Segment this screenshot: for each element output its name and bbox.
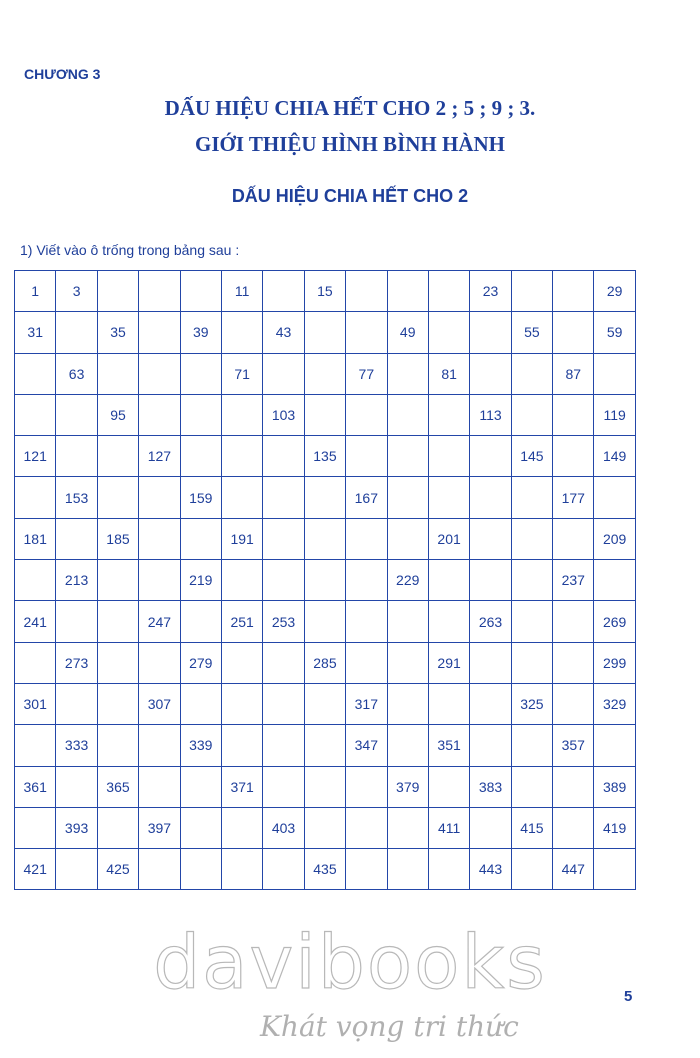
grid-cell: 301 xyxy=(15,683,56,724)
grid-cell: 371 xyxy=(221,766,262,807)
watermark-logo: davibooks xyxy=(153,920,547,1006)
grid-cell xyxy=(56,601,97,642)
grid-cell xyxy=(263,353,304,394)
grid-cell xyxy=(553,436,594,477)
grid-cell xyxy=(470,725,511,766)
grid-cell xyxy=(221,312,262,353)
grid-row xyxy=(15,849,636,890)
grid-cell xyxy=(553,807,594,848)
grid-cell xyxy=(304,394,345,435)
grid-cell xyxy=(56,394,97,435)
grid-cell xyxy=(553,271,594,312)
grid-cell xyxy=(304,683,345,724)
grid-cell: 121 xyxy=(15,436,56,477)
grid-cell: 357 xyxy=(553,725,594,766)
grid-cell: 87 xyxy=(553,353,594,394)
grid-cell xyxy=(594,725,635,766)
grid-cell: 149 xyxy=(594,436,635,477)
grid-cell xyxy=(97,725,138,766)
grid-cell: 379 xyxy=(387,766,428,807)
grid-cell xyxy=(304,560,345,601)
grid-row xyxy=(15,642,636,683)
grid-cell: 185 xyxy=(97,518,138,559)
grid-cell: 325 xyxy=(511,683,552,724)
grid-cell xyxy=(221,683,262,724)
grid-cell: 11 xyxy=(221,271,262,312)
grid-cell xyxy=(387,849,428,890)
grid-cell xyxy=(387,271,428,312)
grid-cell xyxy=(263,560,304,601)
grid-cell xyxy=(97,683,138,724)
grid-cell xyxy=(553,683,594,724)
grid-cell: 229 xyxy=(387,560,428,601)
grid-cell: 365 xyxy=(97,766,138,807)
grid-cell: 103 xyxy=(263,394,304,435)
grid-cell xyxy=(428,560,469,601)
grid-cell xyxy=(180,601,221,642)
grid-cell xyxy=(387,683,428,724)
grid-cell xyxy=(470,642,511,683)
grid-cell xyxy=(180,849,221,890)
grid-cell xyxy=(97,807,138,848)
grid-cell xyxy=(304,477,345,518)
grid-cell xyxy=(56,518,97,559)
grid-row xyxy=(15,518,636,559)
grid-cell xyxy=(428,271,469,312)
grid-cell xyxy=(553,642,594,683)
grid-cell xyxy=(139,312,180,353)
grid-cell: 191 xyxy=(221,518,262,559)
grid-cell xyxy=(139,849,180,890)
grid-cell: 55 xyxy=(511,312,552,353)
grid-cell xyxy=(428,601,469,642)
grid-cell xyxy=(15,725,56,766)
grid-cell xyxy=(387,725,428,766)
grid-cell xyxy=(553,766,594,807)
grid-cell xyxy=(15,807,56,848)
grid-cell: 419 xyxy=(594,807,635,848)
grid-cell xyxy=(263,271,304,312)
grid-cell xyxy=(221,807,262,848)
grid-cell xyxy=(97,642,138,683)
grid-cell: 397 xyxy=(139,807,180,848)
grid-cell xyxy=(56,312,97,353)
grid-cell: 1 xyxy=(15,271,56,312)
grid-cell: 177 xyxy=(553,477,594,518)
grid-cell xyxy=(470,436,511,477)
grid-cell xyxy=(180,518,221,559)
grid-cell: 23 xyxy=(470,271,511,312)
grid-cell: 253 xyxy=(263,601,304,642)
grid-cell xyxy=(263,436,304,477)
grid-cell: 299 xyxy=(594,642,635,683)
grid-cell xyxy=(15,477,56,518)
grid-cell: 95 xyxy=(97,394,138,435)
grid-cell xyxy=(428,766,469,807)
grid-cell xyxy=(139,518,180,559)
grid-cell xyxy=(304,518,345,559)
grid-cell xyxy=(15,353,56,394)
grid-row xyxy=(15,312,636,353)
grid-cell xyxy=(346,601,387,642)
chapter-title-line-2: GIỚI THIỆU HÌNH BÌNH HÀNH xyxy=(194,132,505,156)
grid-cell xyxy=(15,394,56,435)
grid-cell xyxy=(15,560,56,601)
grid-cell xyxy=(139,725,180,766)
grid-cell xyxy=(428,477,469,518)
grid-cell: 317 xyxy=(346,683,387,724)
grid-cell xyxy=(511,560,552,601)
grid-cell xyxy=(139,353,180,394)
grid-cell xyxy=(346,807,387,848)
grid-cell xyxy=(387,394,428,435)
grid-cell: 425 xyxy=(97,849,138,890)
grid-cell xyxy=(263,518,304,559)
grid-cell xyxy=(511,849,552,890)
grid-cell xyxy=(304,601,345,642)
grid-cell xyxy=(428,394,469,435)
grid-cell: 415 xyxy=(511,807,552,848)
grid-cell xyxy=(553,312,594,353)
watermark-tagline: Khát vọng tri thức xyxy=(260,1010,519,1043)
grid-cell: 237 xyxy=(553,560,594,601)
grid-cell: 213 xyxy=(56,560,97,601)
grid-cell xyxy=(304,353,345,394)
grid-cell: 159 xyxy=(180,477,221,518)
grid-cell xyxy=(97,353,138,394)
number-grid-body xyxy=(15,271,636,890)
grid-cell xyxy=(470,353,511,394)
exercise-instruction: 1) Viết vào ô trống trong bảng sau : xyxy=(20,242,240,258)
grid-cell: 291 xyxy=(428,642,469,683)
grid-cell xyxy=(139,560,180,601)
grid-cell xyxy=(97,560,138,601)
grid-cell xyxy=(97,436,138,477)
grid-cell xyxy=(511,271,552,312)
grid-cell xyxy=(553,518,594,559)
grid-cell: 3 xyxy=(56,271,97,312)
grid-cell xyxy=(263,766,304,807)
grid-row xyxy=(15,560,636,601)
grid-row xyxy=(15,766,636,807)
grid-row xyxy=(15,725,636,766)
grid-cell xyxy=(346,642,387,683)
grid-row xyxy=(15,477,636,518)
grid-cell xyxy=(387,642,428,683)
grid-cell xyxy=(594,849,635,890)
grid-cell: 39 xyxy=(180,312,221,353)
grid-cell: 29 xyxy=(594,271,635,312)
grid-cell xyxy=(139,477,180,518)
grid-cell: 421 xyxy=(15,849,56,890)
grid-cell xyxy=(263,642,304,683)
grid-cell xyxy=(470,560,511,601)
grid-cell: 411 xyxy=(428,807,469,848)
grid-cell: 329 xyxy=(594,683,635,724)
grid-cell xyxy=(180,394,221,435)
grid-cell xyxy=(346,394,387,435)
grid-cell xyxy=(594,560,635,601)
grid-cell xyxy=(470,683,511,724)
grid-cell: 77 xyxy=(346,353,387,394)
grid-cell xyxy=(346,312,387,353)
grid-cell xyxy=(553,394,594,435)
grid-cell xyxy=(15,642,56,683)
grid-cell xyxy=(346,518,387,559)
grid-cell xyxy=(56,849,97,890)
grid-cell xyxy=(346,271,387,312)
grid-cell xyxy=(180,436,221,477)
grid-cell: 71 xyxy=(221,353,262,394)
grid-cell: 81 xyxy=(428,353,469,394)
grid-cell xyxy=(470,477,511,518)
grid-cell: 241 xyxy=(15,601,56,642)
grid-cell: 279 xyxy=(180,642,221,683)
page-number: 5 xyxy=(624,988,633,1005)
grid-row xyxy=(15,271,636,312)
grid-cell: 361 xyxy=(15,766,56,807)
grid-cell: 307 xyxy=(139,683,180,724)
grid-cell xyxy=(470,807,511,848)
grid-cell xyxy=(180,766,221,807)
grid-cell: 383 xyxy=(470,766,511,807)
grid-cell xyxy=(139,394,180,435)
grid-cell: 443 xyxy=(470,849,511,890)
grid-cell xyxy=(97,601,138,642)
grid-cell: 251 xyxy=(221,601,262,642)
grid-cell xyxy=(428,683,469,724)
grid-cell xyxy=(180,271,221,312)
grid-cell: 63 xyxy=(56,353,97,394)
grid-cell: 447 xyxy=(553,849,594,890)
grid-cell xyxy=(511,642,552,683)
grid-cell xyxy=(139,642,180,683)
grid-cell: 209 xyxy=(594,518,635,559)
number-grid xyxy=(14,270,636,890)
grid-cell xyxy=(263,477,304,518)
grid-cell xyxy=(594,477,635,518)
grid-cell xyxy=(221,394,262,435)
grid-cell xyxy=(263,849,304,890)
grid-cell: 269 xyxy=(594,601,635,642)
grid-cell xyxy=(511,518,552,559)
grid-cell: 393 xyxy=(56,807,97,848)
grid-cell xyxy=(428,436,469,477)
grid-cell xyxy=(304,766,345,807)
grid-cell xyxy=(221,725,262,766)
chapter-title-line-1: DẤU HIỆU CHIA HẾT CHO 2 ; 5 ; 9 ; 3. xyxy=(164,96,536,120)
grid-cell xyxy=(387,436,428,477)
grid-cell xyxy=(180,807,221,848)
grid-cell: 201 xyxy=(428,518,469,559)
section-subtitle: DẤU HIỆU CHIA HẾT CHO 2 xyxy=(231,186,469,206)
grid-cell xyxy=(304,725,345,766)
grid-cell xyxy=(511,725,552,766)
grid-cell: 113 xyxy=(470,394,511,435)
grid-cell xyxy=(387,477,428,518)
grid-cell: 403 xyxy=(263,807,304,848)
grid-cell: 119 xyxy=(594,394,635,435)
grid-cell: 31 xyxy=(15,312,56,353)
grid-cell xyxy=(594,353,635,394)
grid-cell xyxy=(387,601,428,642)
grid-cell: 43 xyxy=(263,312,304,353)
grid-cell xyxy=(263,725,304,766)
grid-cell xyxy=(428,312,469,353)
grid-cell xyxy=(387,518,428,559)
grid-cell xyxy=(56,766,97,807)
grid-cell xyxy=(511,766,552,807)
grid-cell xyxy=(511,477,552,518)
grid-cell xyxy=(346,560,387,601)
grid-cell xyxy=(97,477,138,518)
grid-cell: 347 xyxy=(346,725,387,766)
grid-cell xyxy=(56,436,97,477)
grid-cell xyxy=(221,642,262,683)
grid-cell: 351 xyxy=(428,725,469,766)
grid-cell: 389 xyxy=(594,766,635,807)
grid-cell: 135 xyxy=(304,436,345,477)
grid-cell xyxy=(553,601,594,642)
grid-cell: 247 xyxy=(139,601,180,642)
grid-cell: 15 xyxy=(304,271,345,312)
grid-cell: 49 xyxy=(387,312,428,353)
grid-cell: 153 xyxy=(56,477,97,518)
grid-row xyxy=(15,601,636,642)
grid-cell xyxy=(221,849,262,890)
chapter-label: CHƯƠNG 3 xyxy=(24,66,101,82)
grid-cell: 339 xyxy=(180,725,221,766)
grid-cell xyxy=(428,849,469,890)
grid-cell: 285 xyxy=(304,642,345,683)
grid-cell xyxy=(263,683,304,724)
grid-row xyxy=(15,353,636,394)
grid-cell xyxy=(304,807,345,848)
grid-cell: 219 xyxy=(180,560,221,601)
grid-cell: 333 xyxy=(56,725,97,766)
grid-cell: 273 xyxy=(56,642,97,683)
grid-cell: 181 xyxy=(15,518,56,559)
grid-cell: 35 xyxy=(97,312,138,353)
grid-cell xyxy=(221,477,262,518)
grid-cell xyxy=(56,683,97,724)
grid-row xyxy=(15,436,636,477)
grid-cell: 435 xyxy=(304,849,345,890)
grid-cell xyxy=(346,436,387,477)
grid-cell xyxy=(304,312,345,353)
grid-row xyxy=(15,807,636,848)
grid-cell xyxy=(221,560,262,601)
grid-cell xyxy=(470,518,511,559)
grid-row xyxy=(15,394,636,435)
grid-cell xyxy=(511,601,552,642)
grid-cell xyxy=(139,766,180,807)
grid-cell xyxy=(346,766,387,807)
grid-cell: 145 xyxy=(511,436,552,477)
grid-cell xyxy=(346,849,387,890)
grid-cell: 59 xyxy=(594,312,635,353)
grid-row xyxy=(15,683,636,724)
grid-cell xyxy=(221,436,262,477)
grid-cell xyxy=(180,683,221,724)
grid-cell xyxy=(387,353,428,394)
grid-cell xyxy=(97,271,138,312)
grid-cell xyxy=(180,353,221,394)
grid-cell xyxy=(511,394,552,435)
grid-cell xyxy=(511,353,552,394)
grid-cell: 263 xyxy=(470,601,511,642)
grid-cell xyxy=(470,312,511,353)
grid-cell xyxy=(139,271,180,312)
grid-cell xyxy=(387,807,428,848)
grid-cell: 127 xyxy=(139,436,180,477)
grid-cell: 167 xyxy=(346,477,387,518)
